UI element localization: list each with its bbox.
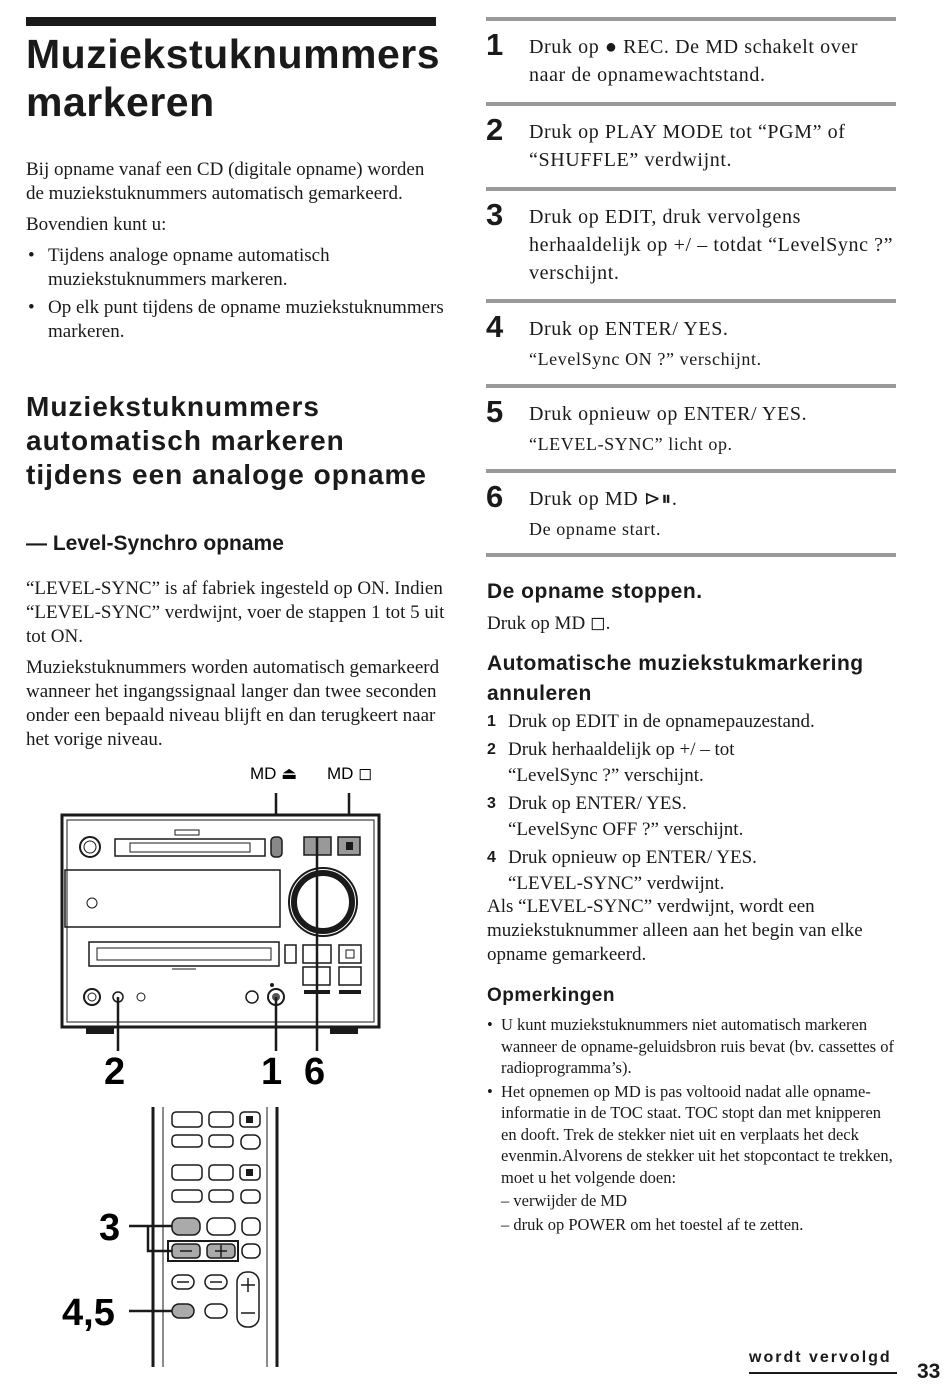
section-subheading: — Level-Synchro opname [26,532,284,555]
enter-yes-button [172,1304,194,1318]
footer-rule [749,1372,897,1374]
callout-6: 6 [304,1051,326,1093]
note-item [487,1081,897,1236]
cancel-note: Als “LEVEL-SYNC” verdwijnt, wordt een muziekstuknummer alleen aan het begin van elke opname gemarkeerd. [487,896,863,965]
cancel-step-number: 2 [487,741,496,758]
step-text [529,400,899,458]
step-main: Druk op MD ⊳⏸. [529,488,678,510]
md-eject-button [271,837,282,857]
section-paragraph: “LEVEL-SYNC” is af fabriek ingesteld op ON. Indien “LEVEL-SYNC” verdwijnt, voer de stappen 1 tot 5 uit tot ON. [26,578,445,647]
step-main: Druk opnieuw op ENTER/ YES. [529,403,808,425]
step-sub: “LevelSync ON ?” verschijnt. [529,349,762,369]
cancel-step [487,791,907,843]
label-md-eject: MD ⏏ [250,764,298,783]
cancel-step-number: 4 [487,849,496,866]
cancel-step-number: 1 [487,713,496,730]
step-text [529,118,899,174]
section-body [26,577,446,759]
bullet-item: • Tijdens analoge opname automatisch muziekstuknummers markeren. [26,244,446,292]
cancel-step-text: Druk herhaaldelijk op +/ – tot [508,739,735,760]
cancel-step-text: Druk opnieuw op ENTER/ YES. [508,847,757,868]
step-number: 5 [486,394,504,429]
intro-paragraph: Bij opname vanaf een CD (digitale opname) worden de muziekstuknummers automatisch gemarkeerd. [26,159,425,204]
cancel-step-sub: “LevelSync OFF ?” verschijnt. [508,819,744,840]
step-number: 1 [486,27,504,62]
step-2 [486,102,896,191]
callout-2: 2 [104,1051,126,1093]
remote-control [153,1107,277,1367]
section-paragraph: Muziekstuknummers worden automatisch gemarkeerd wanneer het ingangssignaal langer dan twee seconden onder een bepaald niveau blijft en dan terugkeert naar het vorige niveau. [26,657,440,750]
note-text: Het opnemen op MD is pas voltooid nadat alle opname-informatie in de TOC staat. TOC stopt dan met knipperen en dooft. Trek de stekker niet uit en verplaats het deck evenmin.Alvorens de stekker uit het stopcontact te trekken, moet u het volgende doen: [501,1081,893,1187]
step-main: Druk op PLAY MODE tot “PGM” of “SHUFFLE” verdwijnt. [529,121,846,171]
cancel-step-sub: “LEVEL-SYNC” verdwijnt. [508,873,725,894]
note-item: • U kunt muziekstuknummers niet automatisch markeren wanneer de opname-geluidsbron ruis bevat (bv. cassettes of radioprogramma’s). [487,1014,897,1079]
cancel-step [487,737,907,789]
step-text [529,33,899,89]
steps-end-rule [486,553,896,557]
step-main: Druk op ENTER/ YES. [529,318,729,340]
step-text [529,315,899,373]
page-number: 33 [917,1360,941,1383]
device-figure [0,755,460,1370]
step-main: Druk op EDIT, druk vervolgens herhaaldelijk op +/ – totdat “LevelSync ?” verschijnt. [529,206,894,284]
continued-label: wordt vervolgd [749,1349,892,1366]
intro-bullets [26,244,446,344]
step-number: 3 [486,197,504,232]
stop-text: Druk op MD ◻. [487,613,611,634]
note-dash: – druk op POWER om het toestel af te zetten. [501,1214,804,1234]
step-text [529,485,899,543]
stop-heading: De opname stoppen. [487,580,703,603]
md-deck [62,815,379,1034]
callout-3: 3 [99,1207,121,1249]
intro [26,158,446,348]
intro-lead: Bovendien kunt u: [26,214,167,235]
step-sub: De opname start. [529,519,662,539]
section-heading: Muziekstuknummers automatisch markeren tijdens een analoge opname [26,391,427,490]
label-md-stop: MD ◻ [327,764,373,783]
cancel-step-text: Druk op ENTER/ YES. [508,793,687,814]
cancel-step-text: Druk op EDIT in de opnamepauzestand. [508,711,815,732]
step-5 [486,384,896,473]
bullet-item: • Op elk punt tijdens de opname muziekstuknummers markeren. [26,296,446,344]
step-number: 4 [486,309,504,344]
cancel-step-number: 3 [487,795,496,812]
callout-1: 1 [261,1051,283,1093]
cancel-steps [487,709,907,899]
cancel-step-sub: “LevelSync ?” verschijnt. [508,765,704,786]
step-sub: “LEVEL-SYNC” licht op. [529,434,733,454]
cancel-step [487,845,907,897]
notes-list [487,1014,897,1237]
step-4 [486,299,896,388]
page-title: Muziekstuknummers markeren [26,31,441,125]
step-number: 2 [486,112,504,147]
step-text [529,203,899,287]
cancel-heading: Automatische muziekstukmarkering annuleren [487,652,864,705]
step-number: 6 [486,479,504,514]
note-dash: – verwijder de MD [501,1191,628,1210]
step-3 [486,187,896,303]
step-main: Druk op ● REC. De MD schakelt over naar de opnamewachtstand. [529,36,859,86]
title-rule [26,17,436,26]
step-1 [486,17,896,106]
edit-button [172,1218,200,1235]
cancel-step [487,709,907,735]
notes-heading: Opmerkingen [487,985,615,1006]
callout-4-5: 4,5 [62,1292,115,1334]
step-6 [486,469,896,557]
